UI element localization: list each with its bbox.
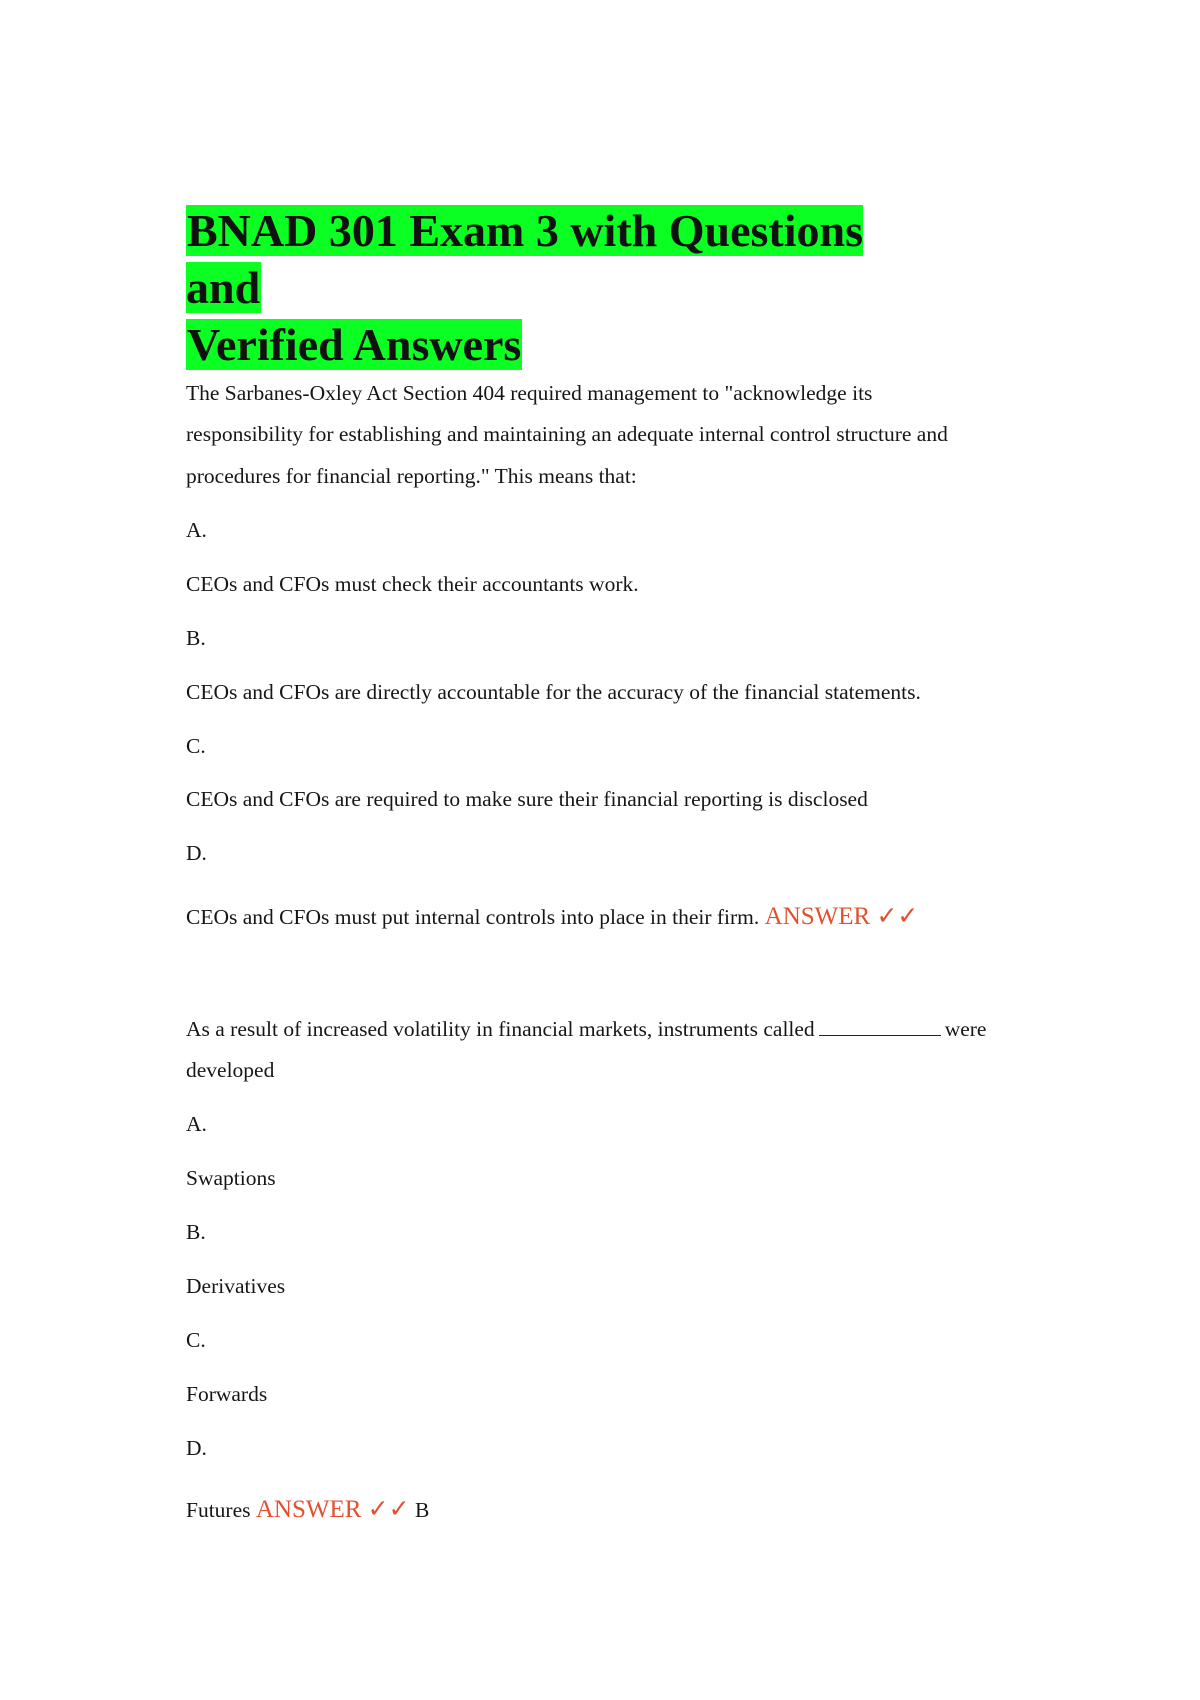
question-2-blank bbox=[819, 1017, 941, 1036]
question-2-option-d-text: Futures bbox=[186, 1498, 251, 1522]
question-2-option-a-letter: A. bbox=[186, 1112, 207, 1136]
question-1-option-a-letter: A. bbox=[186, 518, 207, 542]
question-1-option-b-letter: B. bbox=[186, 626, 206, 650]
question-2-option-d-row bbox=[186, 1494, 429, 1524]
question-2-option-c-text: Forwards bbox=[186, 1382, 268, 1406]
question-1-text-line-2: responsibility for establishing and maintaining an adequate internal control structure and bbox=[186, 422, 948, 446]
question-1-option-a-text: CEOs and CFOs must check their accountants work. bbox=[186, 572, 639, 596]
question-1-answer-label: ANSWER ✓✓ bbox=[764, 903, 919, 930]
question-2-answer-value: B bbox=[414, 1498, 430, 1522]
title-line-2: Verified Answers bbox=[187, 319, 522, 370]
question-1-option-d-row bbox=[186, 901, 918, 931]
question-2-option-c-letter: C. bbox=[186, 1328, 206, 1352]
question-1-option-b-text: CEOs and CFOs are directly accountable for the accuracy of the financial statements. bbox=[186, 680, 921, 704]
question-2-text-after-blank: were bbox=[944, 1017, 987, 1041]
question-1-option-c-text: CEOs and CFOs are required to make sure their financial reporting is disclosed bbox=[186, 787, 868, 811]
question-2-answer-label: ANSWER ✓✓ bbox=[255, 1496, 410, 1523]
question-2-text-line-2: developed bbox=[186, 1058, 275, 1082]
question-1-text-line-3: procedures for financial reporting." This means that: bbox=[186, 464, 637, 488]
question-2-text-before-blank: As a result of increased volatility in financial markets, instruments called bbox=[186, 1017, 815, 1041]
question-2-option-b-letter: B. bbox=[186, 1220, 206, 1244]
question-2-text-line-1 bbox=[186, 1017, 986, 1042]
question-1-option-c-letter: C. bbox=[186, 734, 206, 758]
question-1-option-d-text: CEOs and CFOs must put internal controls into place in their firm. bbox=[186, 905, 760, 929]
page-title bbox=[186, 202, 946, 373]
question-2-option-d-letter: D. bbox=[186, 1436, 207, 1460]
title-block bbox=[186, 202, 946, 373]
question-2-option-b-text: Derivatives bbox=[186, 1274, 286, 1298]
title-line-1: BNAD 301 Exam 3 with Questions and bbox=[186, 205, 864, 313]
question-1-text-line-1: The Sarbanes-Oxley Act Section 404 required management to "acknowledge its bbox=[186, 381, 873, 405]
question-1-option-d-letter: D. bbox=[186, 841, 207, 865]
question-2-option-a-text: Swaptions bbox=[186, 1166, 276, 1190]
